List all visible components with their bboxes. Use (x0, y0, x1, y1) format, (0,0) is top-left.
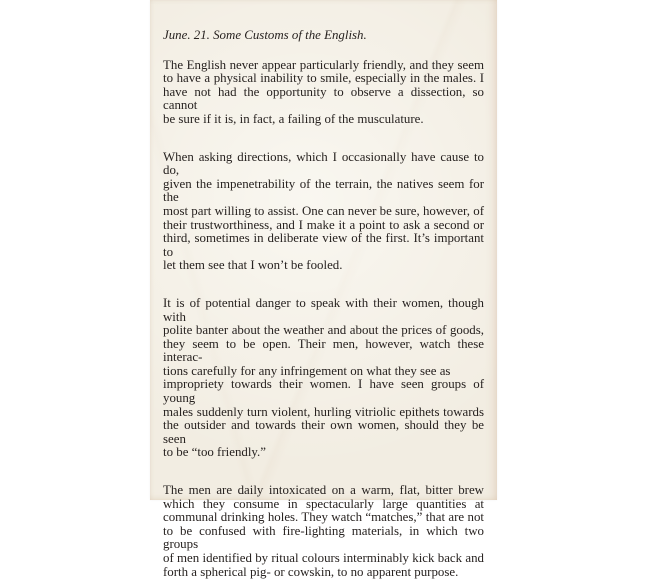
text-line: they seem to be open. Their men, however, watch these interac- (163, 336, 484, 365)
text-line: The English never appear particularly friendly, and they seem (163, 57, 484, 72)
text-line: their trustworthiness, and I make it a point to ask a second or (163, 217, 484, 232)
text-line: polite banter about the weather and about the prices of goods, (163, 323, 484, 338)
text-line: to be “too friendly.” (163, 445, 266, 460)
text-line: third, sometimes in deliberate view of the first. It’s important to (163, 231, 484, 259)
text-line: tions carefully for any infringement on what they see as (163, 363, 451, 378)
text-line: most part willing to assist. One can never be sure, however, of (163, 203, 484, 218)
text-line: have not had the opportunity to observe a dissection, so cannot (163, 84, 484, 113)
entry-heading: June. 21. Some Customs of the English. (163, 28, 367, 42)
text-line: let them see that I won’t be fooled. (163, 258, 343, 273)
text-line: males suddenly turn violent, hurling vitriolic epithets towards (163, 404, 484, 419)
text-line: The men are daily intoxicated on a warm, flat, bitter brew (163, 483, 484, 498)
text-line: of men identified by ritual colours interminably kick back and (163, 551, 484, 565)
text-line: the outsider and towards their own women, should they be seen (163, 418, 484, 446)
text-line: given the impenetrability of the terrain, the natives seem for the (163, 176, 484, 205)
text-line: to have a physical inability to smile, especially in the males. I (163, 71, 484, 86)
paragraph (163, 59, 484, 127)
page-content (163, 29, 484, 579)
text-line: communal drinking holes. They watch “matches,” that are not (163, 510, 484, 525)
text-line: impropriety towards their women. I have seen groups of young (163, 377, 484, 406)
paragraph (163, 297, 484, 460)
book-page (150, 0, 497, 579)
text-line: which they consume in spectacularly large quantities at (163, 496, 484, 511)
text-line: to be confused with fire-lighting materials, in which two groups (163, 523, 484, 552)
entry-body (163, 59, 484, 579)
text-line: It is of potential danger to speak with their women, though with (163, 295, 484, 324)
paragraph (163, 484, 484, 579)
text-line: be sure if it is, in fact, a failing of the musculature. (163, 111, 424, 126)
text-line: When asking directions, which I occasionally have cause to do, (163, 149, 484, 178)
text-line: forth a spherical pig- or cowskin, to no apparent purpose. (163, 564, 459, 579)
paragraph (163, 151, 484, 273)
